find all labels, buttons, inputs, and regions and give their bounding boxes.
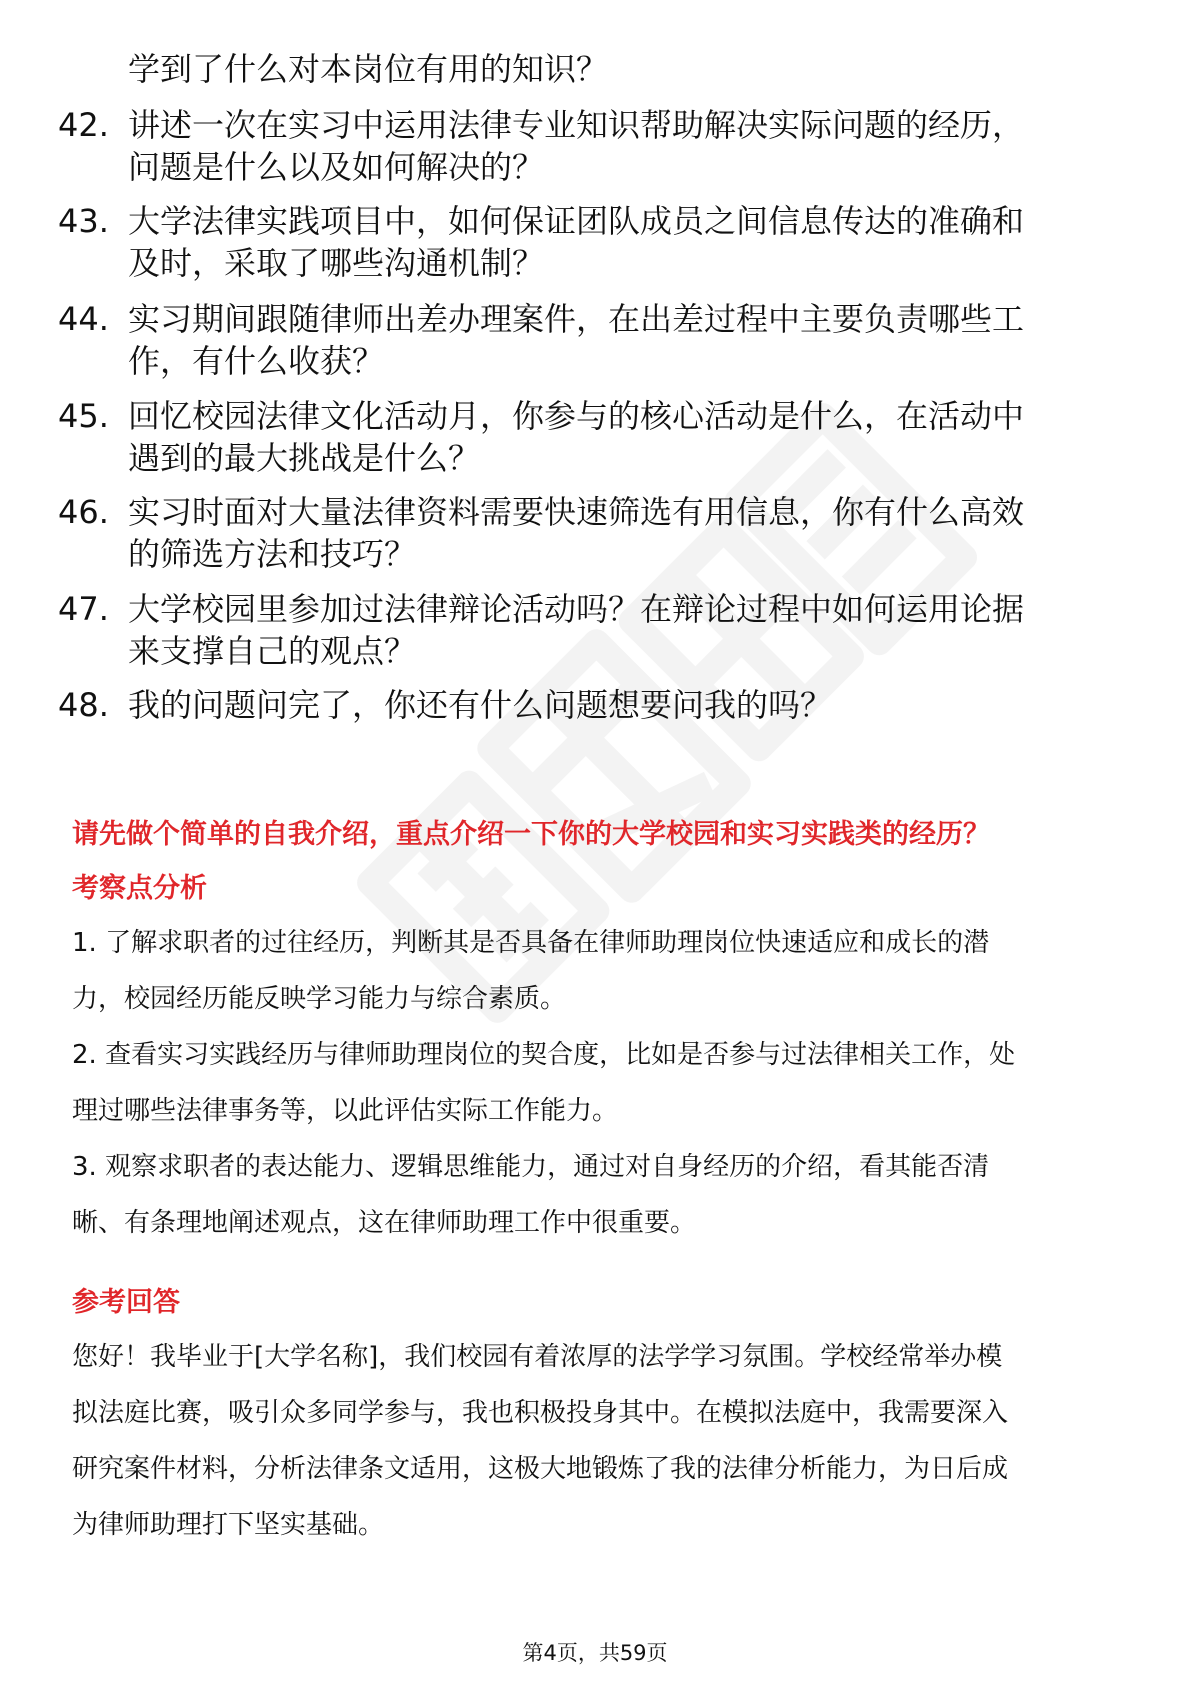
question-number: 48. [58, 686, 109, 724]
question-text-line: 实习期间跟随律师出差办理案件，在出差过程中主要负责哪些工 [128, 300, 1025, 338]
analysis-point-line: 理过哪些法律事务等，以此评估实际工作能力。 [72, 1096, 619, 1126]
question-text-line: 的筛选方法和技巧？ [128, 535, 417, 573]
question-text-line: 大学法律实践项目中，如何保证团队成员之间信息传达的准确和 [128, 202, 1025, 240]
analysis-point-line: 晰、有条理地阐述观点，这在律师助理工作中很重要。 [72, 1208, 697, 1238]
question-number: 43. [58, 202, 109, 240]
answer-line: 研究案件材料，分析法律条文适用，这极大地锻炼了我的法律分析能力，为日后成 [72, 1454, 1009, 1484]
question-number: 46. [58, 493, 109, 531]
answer-line: 为律师助理打下坚实基础。 [72, 1510, 385, 1540]
question-item-46 [58, 491, 1118, 575]
question-item-42 [58, 104, 1118, 188]
question-text-line: 作，有什么收获？ [128, 342, 385, 380]
question-text-line: 实习时面对大量法律资料需要快速筛选有用信息，你有什么高效 [128, 493, 1025, 531]
analysis-point-line: 2. 查看实习实践经历与律师助理岗位的契合度，比如是否参与过法律相关工作，处 [72, 1040, 1016, 1070]
analysis-point-line: 3. 观察求职者的表达能力、逻辑思维能力，通过对自身经历的介绍，看其能否清 [72, 1152, 990, 1182]
question-number: 44. [58, 300, 109, 338]
question-text-line: 我的问题问完了，你还有什么问题想要问我的吗？ [128, 686, 833, 724]
question-text-line: 讲述一次在实习中运用法律专业知识帮助解决实际问题的经历， [128, 106, 1025, 144]
question-number: 45. [58, 397, 109, 435]
answer-body [72, 1329, 1132, 1553]
analysis-heading: 考察点分析 [72, 873, 207, 904]
question-text-line: 遇到的最大挑战是什么？ [128, 439, 481, 477]
highlight-question: 请先做个简单的自我介绍，重点介绍一下你的大学校园和实习实践类的经历？ [72, 819, 990, 850]
analysis-points [72, 915, 1132, 1251]
question-item-48 [58, 684, 1118, 726]
question-number: 47. [58, 590, 109, 628]
analysis-point-line: 1. 了解求职者的过往经历，判断其是否具备在律师助理岗位快速适应和成长的潜 [72, 928, 990, 958]
question-text-line: 回忆校园法律文化活动月，你参与的核心活动是什么，在活动中 [128, 397, 1025, 435]
analysis-point-line: 力，校园经历能反映学习能力与综合素质。 [72, 984, 567, 1014]
question-text-line: 来支撑自己的观点？ [128, 632, 417, 670]
answer-heading: 参考回答 [72, 1287, 180, 1318]
question-41-continuation: 学到了什么对本岗位有用的知识？ [128, 50, 609, 88]
question-text-line: 问题是什么以及如何解决的？ [128, 148, 545, 186]
question-text-line: 大学校园里参加过法律辩论活动吗？在辩论过程中如何运用论据 [128, 590, 1025, 628]
question-number: 42. [58, 106, 109, 144]
answer-line: 拟法庭比赛，吸引众多同学参与，我也积极投身其中。在模拟法庭中，我需要深入 [72, 1398, 1009, 1428]
answer-line: 您好！我毕业于[大学名称]，我们校园有着浓厚的法学学习氛围。学校经常举办模 [72, 1342, 1003, 1372]
question-item-43 [58, 200, 1118, 284]
page-number-footer: 第4页，共59页 [522, 1641, 668, 1665]
question-item-45 [58, 395, 1118, 479]
question-text-line: 及时，采取了哪些沟通机制？ [128, 244, 545, 282]
question-item-44 [58, 298, 1118, 382]
question-item-47 [58, 588, 1118, 672]
